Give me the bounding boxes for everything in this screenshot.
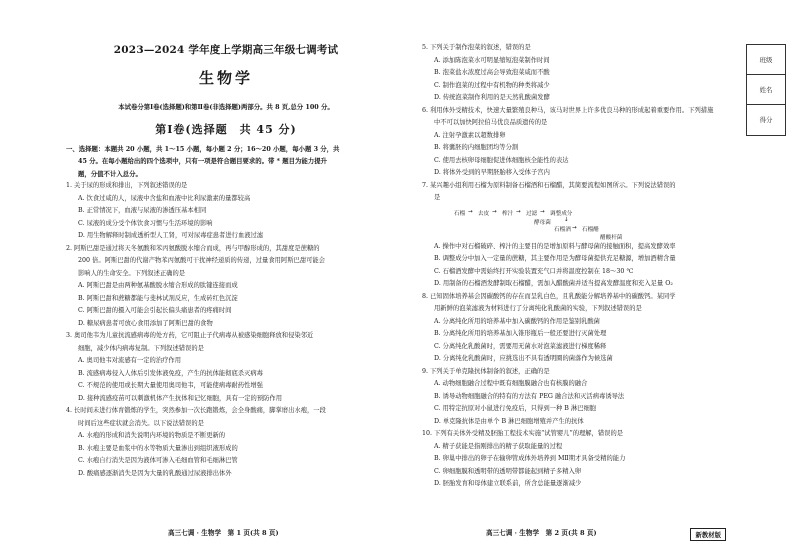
flow-node: 榨汁 <box>502 210 514 217</box>
part-title: 第Ⅰ卷(选择题 共 45 分) <box>155 123 297 136</box>
question-1 <box>66 180 386 243</box>
option: A. 水疱的形成和消失说明内环境的物质是不断更新的 <box>78 432 226 440</box>
option: C. 卵细胞膜和透明带的透明带都能起到精子多精入卵 <box>434 467 582 475</box>
option: A. 饮食过咸的人，尿液中含盐和血液中比利尿激素的量都较高 <box>78 194 251 202</box>
option: D. 分离纯化乳酸菌时，应挑选出不具有透明圈的菌落作为候选菌 <box>434 355 613 362</box>
question-7 <box>422 180 738 291</box>
instruction-line: 一、选择题：本题共 20 小题，共 1～15 小题，每小题 2 分；16～20 小题，每小题 3 分，共 <box>66 145 340 153</box>
option: A. 添加陈泡菜水可明显缩短泡菜制作时间 <box>434 56 550 64</box>
arrow-down-icon: ↓ <box>564 216 569 223</box>
question-stem-cont: 影响人的生命安全。下列叙述正确的是 <box>78 269 186 277</box>
option: B. 诱导动物细胞融合的特有的方法有 PEG 融合法和灭活病毒诱导法 <box>434 392 625 400</box>
process-flow-diagram <box>454 207 714 239</box>
arrow-right-icon: → <box>516 208 521 215</box>
question-stem-cont: 中不可以加快阿拉伯马优良品质遗传的是 <box>434 119 548 126</box>
flow-node: 石榴酒 <box>554 226 571 233</box>
question-stem-cont: 用新鲜的泡菜滤液为材料进行了分离纯化乳酸菌的实验，下列叙述错误的是 <box>434 305 642 312</box>
name-label: 姓名 <box>747 75 785 105</box>
option: B. 正常情况下，血液与尿液的渗透压基本相同 <box>78 207 207 215</box>
arrow-right-icon: → <box>540 208 545 215</box>
arrow-right-icon: → <box>492 208 497 215</box>
question-5 <box>422 42 738 105</box>
option: C. 用特定抗原对小鼠进行免疫后，只得到一种 B 淋巴细胞 <box>434 405 597 412</box>
question-4 <box>66 405 386 480</box>
option: A. 阿斯巴甜是由两种氨基酸脱水缩合形成的肽键连接而成 <box>78 282 238 290</box>
question-stem: 4. 长时间未进行体育锻炼的学生，突然参加一次长跑锻炼，会全身酸痛，脚掌磨出水疱，一段 <box>66 407 326 415</box>
option: D. 传统泡菜制作利用的是天然乳酸菌发酵 <box>434 94 550 101</box>
option: B. 阿斯巴甜和蔗糖都能与斐林试剂反应，生成砖红色沉淀 <box>78 294 238 302</box>
subject-title: 生物学 <box>198 69 253 87</box>
question-stem: 9. 下列关于单克隆抗体制备的叙述，正确的是 <box>422 367 550 375</box>
option: C. 分离纯化乳酸菌时，需要用无菌水对泡菜滤液进行梯度稀释 <box>434 342 607 350</box>
question-stem: 3. 奥司他韦为儿童抗流感病毒的处方药，它可阻止子代病毒从被感染细胞释放和侵染邻近 <box>66 332 314 340</box>
option: C. 石榴酒发酵中需始终打开实验装置充气口并将温度控制在 18～30 ℃ <box>434 267 634 275</box>
flow-node: 去皮 <box>478 210 490 217</box>
option: C. 水疱自行消失是因为液体可渗入毛细血管和毛细淋巴管 <box>78 457 238 465</box>
option: C. 制作泡菜的过程中有机物的种类将减少 <box>434 81 550 89</box>
option: A. 奥司他韦对流感有一定的治疗作用 <box>78 357 182 365</box>
question-10 <box>422 428 738 491</box>
arrow-right-icon: → <box>468 208 473 215</box>
option: A. 注射孕激素以超数排卵 <box>434 131 506 139</box>
question-stem-cont: 是 <box>434 194 441 201</box>
option: C. 使用去核卵母细胞促进体细胞核全能性的表达 <box>434 156 569 164</box>
flow-label: 酵母菌 <box>534 219 551 226</box>
arrow-right-icon: → <box>572 224 577 231</box>
option: B. 分离纯化所用的培养基加入锥形瓶后一般还要进行灭菌处理 <box>434 330 607 337</box>
option: D. 单克隆抗体是由单个 B 淋巴细胞增殖并产生的抗体 <box>434 417 584 425</box>
option: C. 不规范的使用或长期大量使用奥司他韦，可能使病毒耐药性增强 <box>78 382 263 390</box>
question-3 <box>66 330 386 405</box>
question-stem-cont: 细胞，减少体内病毒复制。下列叙述错误的是 <box>78 344 204 352</box>
option: B. 水疱主要是血浆中的水等物质大量渗出到组织液形成的 <box>78 444 238 452</box>
option: D. 用生物解释时制成透析型人工肾，可对尿毒症患者进行血液过滤 <box>78 232 264 240</box>
question-stem: 10. 下列有关体外受精及胚胎工程技术实施“试管婴儿”的理解，错误的是 <box>422 430 624 437</box>
question-stem-cont: 时间后这些症状就会消失。以下说法错误的是 <box>78 419 204 427</box>
question-stem: 7. 某兴趣小组利用石榴为原料制备石榴酒和石榴醋，其简要流程如图所示。下列说法错误的 <box>422 181 676 189</box>
option: C. 阿斯巴甜的摄入可能会引起长偏头痛患者的疼痛时间 <box>78 307 232 315</box>
page-footer: 高三七调 · 生物学 第 1 页(共 8 页) <box>168 529 279 537</box>
option: B. 将囊胚的内细胞团均等分割 <box>434 144 519 151</box>
question-stem-cont: 200 倍。阿斯巴甜的代谢产物苯丙氨酸可干扰神经递质的传递，过量食用阿斯巴甜可能会 <box>78 257 326 265</box>
class-label: 班级 <box>747 45 785 75</box>
question-stem: 2. 阿斯巴甜是通过将天冬氨酸和苯丙氨酸脱水缩合而成，再与甲醇形成的，其甜度是蔗糖的 <box>66 244 320 252</box>
question-stem: 1. 关于尿的形成和排出，下列叙述错误的是 <box>66 182 188 190</box>
option: D. 糖尿病患者可放心食用添加了阿斯巴甜的食物 <box>78 319 213 327</box>
right-page <box>400 0 800 551</box>
option: B. 泡菜盐水浓度过高会导致泡菜咸而不酸 <box>434 69 550 76</box>
option: D. 接种流感疫苗可以刺激机体产生抗体和记忆细胞，具有一定的预防作用 <box>78 394 283 402</box>
score-label: 得分 <box>759 116 773 124</box>
section-instructions <box>66 143 386 180</box>
option: A. 操作中对石榴破碎、榨汁的主要目的是增加原料与酵母菌的接触面积，提高发酵效率 <box>434 242 676 250</box>
flow-label: 醋酸杆菌 <box>600 234 623 241</box>
exam-note: 本试卷分第Ⅰ卷(选择题)和第Ⅱ卷(非选择题)两部分。共 8 页,总分 100 分。 <box>118 103 334 111</box>
option: B. 调整成分中加入一定量的蔗糖，其主要作用是为酵母菌提供充足糖源，增加酒精含量 <box>434 255 676 262</box>
question-8 <box>422 291 738 366</box>
option: A. 动物细胞融合过程中既有细胞膜融合也有核膜的融合 <box>434 380 588 387</box>
exam-title: 2023—2024 学年度上学期高三年级七调考试 <box>113 44 339 56</box>
option: A. 精子获能是指刚排出的精子获取能量的过程 <box>434 442 563 450</box>
option: D. 将体外受到的早期胚胎移入受体子宫内 <box>434 169 550 176</box>
question-2 <box>66 243 386 331</box>
flow-node: 过滤 <box>526 210 538 217</box>
flow-node: 石榴 <box>454 210 466 217</box>
option: D. 胚胎发育和母体建立联系前，所含总能量逐渐减少 <box>434 480 582 487</box>
option: D. 用制备的石榴酒发酵制取石榴醋，需加入醋酸菌并适当提高发酵温度和充入足量 O₂ <box>434 280 673 287</box>
option: B. 流感病毒侵入人体后引发体液免疫，产生的抗体能彻底杀灭病毒 <box>78 369 263 377</box>
question-9 <box>422 366 738 429</box>
option: B. 卵巢中排出的卵子在输卵管成体外培养到 MⅡ期才具备受精的能力 <box>434 455 626 462</box>
option: C. 尿液的成分受个体饮食习惯与生活环境的影响 <box>78 219 213 227</box>
page-footer: 高三七调 · 生物学 第 2 页(共 8 页) <box>486 529 597 537</box>
edition-badge: 新教材版 <box>690 528 726 541</box>
flow-node: 石榴醋 <box>582 226 599 233</box>
option: D. 酸痛感逐渐消失是因为大量的乳酸通过尿液排出体外 <box>78 469 232 477</box>
question-6 <box>422 105 738 180</box>
instruction-line: 45 分。在每小题给出的四个选项中，只有一项是符合题目要求的。带 * 题目为能力提升 <box>78 157 327 166</box>
question-stem: 6. 利用体外受精技术，快速大量繁殖良种马，该马对世界上许多优良马种的形成起着重要作用。下列措施 <box>422 106 714 114</box>
score-box <box>746 44 786 136</box>
option: A. 分离纯化所用的培养基中加入碳酸钙的作用是鉴别乳酸菌 <box>434 317 600 325</box>
question-stem: 8. 已知固体培养基会因碳酸钙的存在而呈乳白色，且乳酸能分解培养基中的碳酸钙。某同学 <box>422 292 676 300</box>
question-stem: 5. 下列关于制作泡菜的叙述，错误的是 <box>422 44 531 51</box>
flow-node: 调整成分 <box>550 210 573 217</box>
instruction-line: 题，分值不计入总分。 <box>78 169 142 178</box>
